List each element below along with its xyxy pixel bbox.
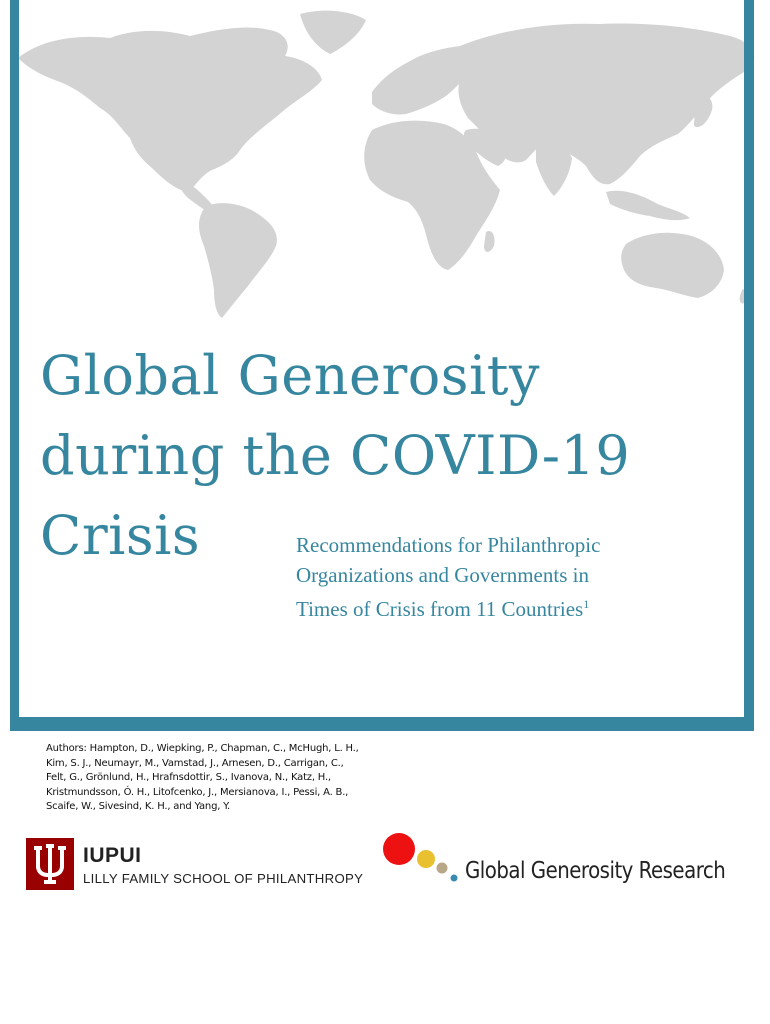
ggr-logo bbox=[382, 828, 752, 898]
iupui-school-name: LILLY FAMILY SCHOOL OF PHILANTHROPY bbox=[83, 871, 364, 886]
report-subtitle bbox=[296, 531, 686, 625]
authors-list: Authors: Hampton, D., Wiepking, P., Chapman, C., McHugh, L. H., Kim, S. J., Neumayr, M., Vamstad, J., Arnesen, D., Carrigan, C., Felt, G., Grönlund, H., Hrafnsdottir, S., Ivanova, N., Katz, H., Kristmundsson, Ó. H., Litofcenko, J., Mersianova, I., Pessi, A. B., Scaife, W., Sivesind, K. H., and Yang, Y. bbox=[46, 743, 359, 813]
frame-right-border bbox=[744, 0, 754, 731]
frame-left-border bbox=[10, 0, 19, 731]
iupui-logo bbox=[26, 838, 364, 894]
subtitle-line-1: Recommendations for Philanthropic bbox=[296, 533, 601, 557]
subtitle-line-3-wrap bbox=[296, 590, 686, 625]
title-line-2: during the COVID-19 bbox=[40, 424, 631, 487]
subtitle-line-3: Times of Crisis from 11 Countries bbox=[296, 597, 584, 621]
footnote-marker: 1 bbox=[583, 597, 590, 611]
ggr-name: Global Generosity Research bbox=[465, 858, 726, 884]
iu-trident-icon bbox=[26, 838, 74, 890]
iupui-name: IUPUI bbox=[83, 844, 142, 867]
subtitle-line-2: Organizations and Governments in bbox=[296, 562, 589, 587]
frame-bottom-border bbox=[10, 717, 754, 731]
ggr-dots-icon bbox=[382, 828, 462, 888]
title-line-3: Crisis bbox=[40, 504, 201, 567]
title-line-1: Global Generosity bbox=[40, 344, 540, 407]
